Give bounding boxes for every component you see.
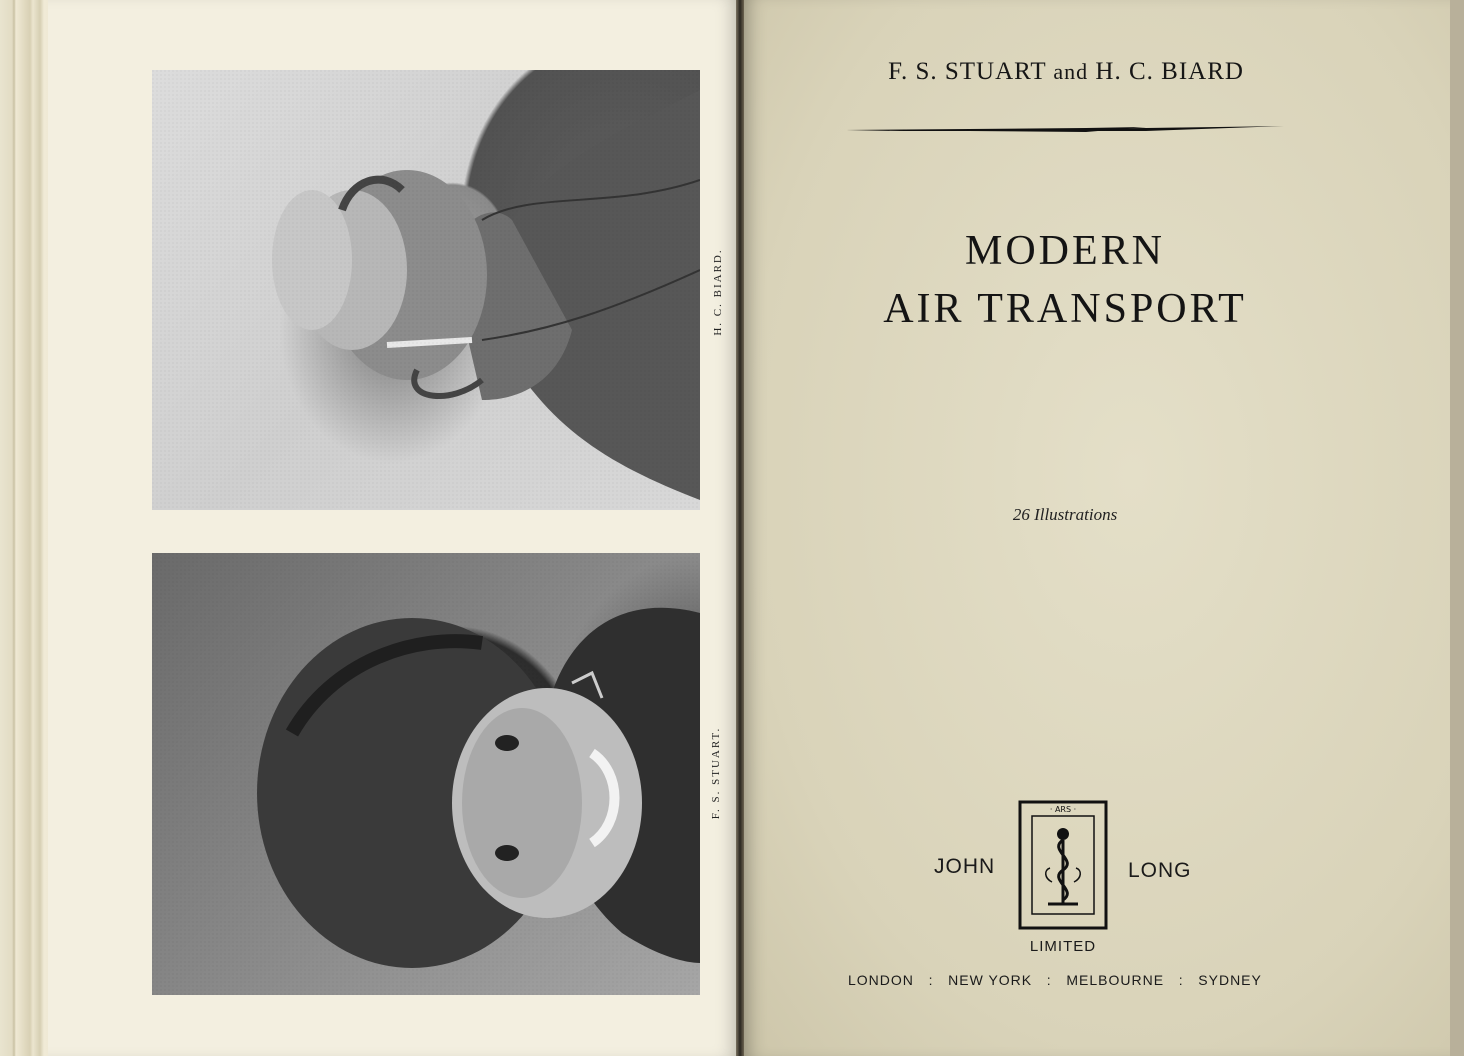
authors-line (846, 58, 1286, 94)
svg-text:· ARS ·: · ARS · (1049, 805, 1077, 814)
caption-stuart: F. S. STUART. (710, 726, 722, 820)
photo-h-c-biard (152, 70, 700, 510)
right-page-edge (1450, 0, 1464, 1056)
author-stuart: F. S. STUART (888, 58, 1047, 85)
city-sep-1: : (928, 972, 934, 988)
city-melbourne: MELBOURNE (1066, 972, 1165, 988)
portrait-stuart-art (152, 553, 700, 995)
book-gutter (736, 0, 744, 1056)
title-rule (846, 122, 1284, 138)
illustrations-note: 26 Illustrations (1012, 505, 1118, 524)
publisher-john: JOHN (934, 855, 996, 878)
caption-biard: H. C. BIARD. (712, 248, 724, 336)
publisher-long: LONG (1128, 859, 1192, 882)
author-join: and (1053, 59, 1089, 84)
publisher-limited: LIMITED (1029, 938, 1097, 955)
publisher-device-icon (1018, 800, 1108, 930)
title-line-1: MODERN (964, 228, 1165, 274)
book-title (830, 222, 1300, 338)
city-new-york: NEW YORK (948, 972, 1033, 988)
portrait-biard-art (152, 70, 700, 510)
photo-f-s-stuart (152, 553, 700, 995)
title-line-2: AIR TRANSPORT (883, 286, 1247, 332)
city-sep-3: : (1178, 972, 1184, 988)
publisher-cities (848, 972, 1288, 998)
city-sydney: SYDNEY (1198, 972, 1262, 988)
city-london: LONDON (848, 972, 914, 988)
author-biard: H. C. BIARD (1095, 58, 1244, 85)
city-sep-2: : (1046, 972, 1052, 988)
